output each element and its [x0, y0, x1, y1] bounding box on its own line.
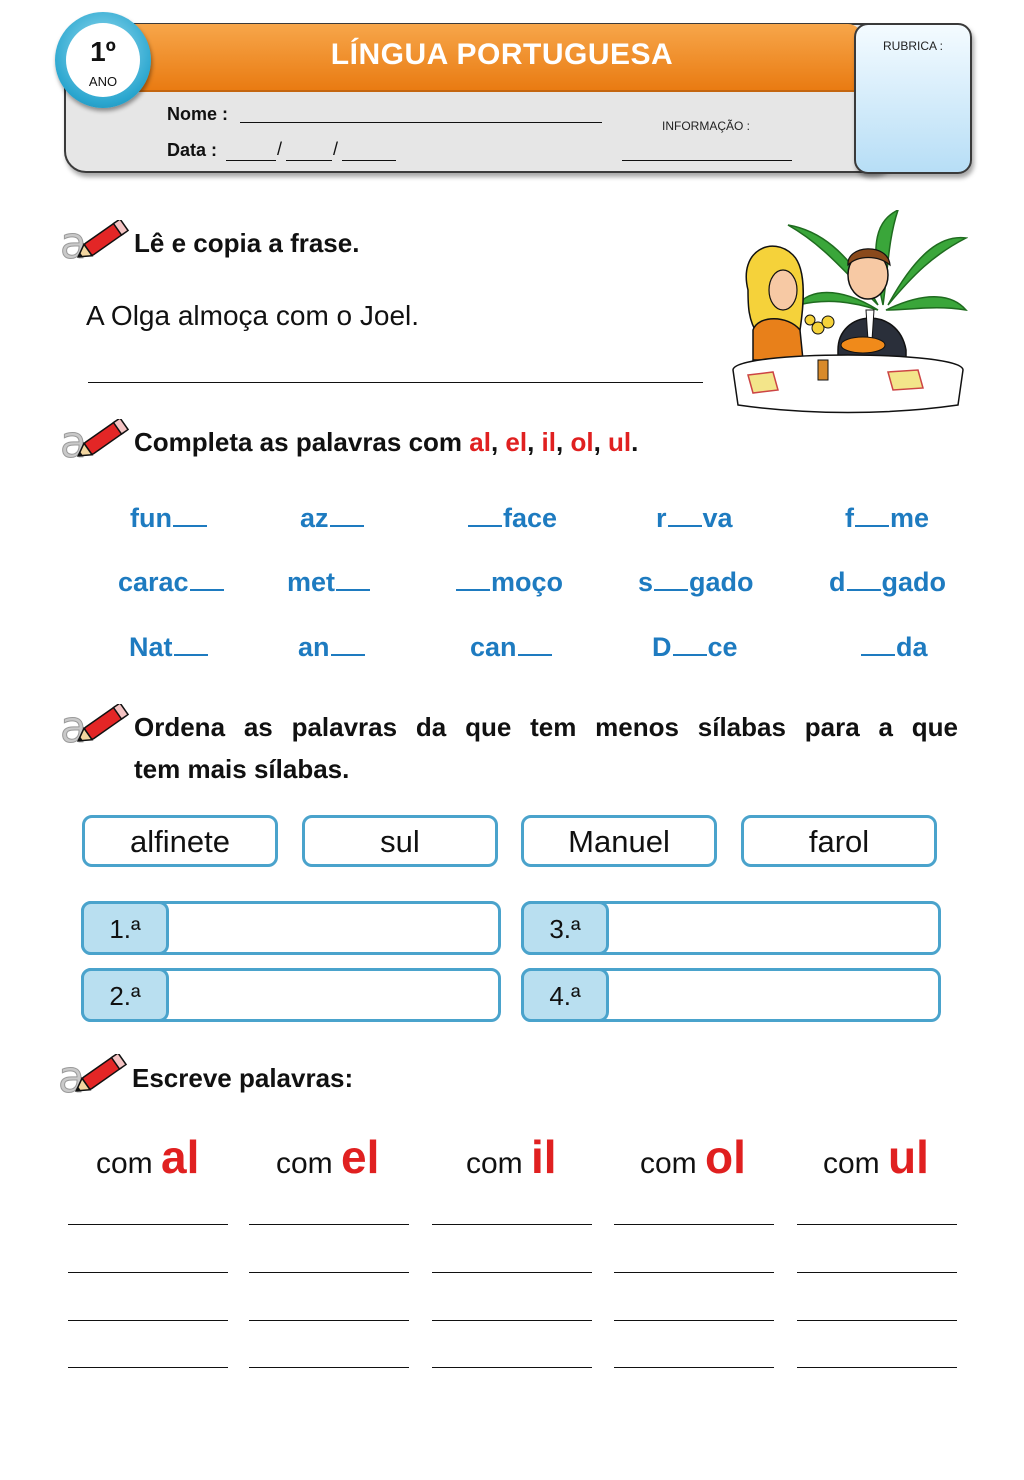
order-slot-2[interactable]: [81, 968, 501, 1022]
section3-title-line2: tem mais sílabas.: [134, 754, 350, 784]
grade-label: ANO: [88, 74, 118, 89]
write-line[interactable]: [249, 1367, 409, 1368]
section4-title: Escreve palavras:: [132, 1063, 354, 1093]
fill-word[interactable]: D ce: [652, 632, 738, 662]
write-line[interactable]: [68, 1224, 228, 1225]
fill-word[interactable]: an: [298, 632, 366, 663]
grade-number: 1º: [90, 36, 116, 67]
write-line[interactable]: [614, 1367, 774, 1368]
separator: ,: [556, 427, 571, 457]
word-card-sul: sul: [302, 815, 498, 867]
rubrica-label: RUBRICA :: [882, 39, 943, 53]
slot-label: 2.ª: [81, 968, 169, 1022]
date-month-field[interactable]: [286, 140, 332, 161]
section2-title-text: Completa as palavras com: [134, 427, 470, 457]
pencil-letter-icon: [60, 419, 132, 463]
name-field[interactable]: [240, 104, 602, 123]
word-card-manuel: Manuel: [521, 815, 717, 867]
fill-word[interactable]: f me: [845, 503, 930, 533]
syllable-ol: ol: [570, 427, 594, 457]
column-heading-ul: com ul: [823, 1131, 929, 1183]
fill-word[interactable]: can: [470, 632, 553, 663]
date-year-field[interactable]: [342, 140, 396, 161]
syllable-il: il: [541, 427, 556, 457]
fill-word[interactable]: met: [287, 567, 371, 598]
fill-word[interactable]: moço: [455, 567, 563, 598]
write-line[interactable]: [249, 1320, 409, 1321]
write-line[interactable]: [432, 1367, 592, 1368]
order-slot-1[interactable]: [81, 901, 501, 955]
fill-word[interactable]: Nat: [129, 632, 209, 663]
fill-word[interactable]: s gado: [638, 567, 754, 597]
fill-word[interactable]: r va: [656, 503, 733, 533]
separator: ,: [527, 427, 542, 457]
section2-title: [134, 427, 638, 458]
separator: ,: [490, 427, 506, 457]
date-separator: /: [333, 139, 339, 159]
write-line[interactable]: [68, 1272, 228, 1273]
write-line[interactable]: [614, 1224, 774, 1225]
slot-label: 4.ª: [521, 968, 609, 1022]
order-slot-3[interactable]: [521, 901, 941, 955]
column-heading-ol: com ol: [640, 1131, 746, 1183]
slot-label: 3.ª: [521, 901, 609, 955]
name-label: Nome :: [167, 104, 229, 124]
write-line[interactable]: [432, 1224, 592, 1225]
write-line[interactable]: [68, 1320, 228, 1321]
word-card-farol: farol: [741, 815, 937, 867]
pencil-letter-icon: [58, 1054, 130, 1098]
write-line[interactable]: [797, 1320, 957, 1321]
subject-title: LÍNGUA PORTUGUESA: [330, 38, 674, 71]
section1-title: Lê e copia a frase.: [134, 228, 360, 258]
fill-word[interactable]: da: [860, 632, 928, 663]
order-slot-4[interactable]: [521, 968, 941, 1022]
pencil-letter-icon: [60, 220, 132, 264]
fill-word[interactable]: az: [300, 503, 365, 534]
date-label: Data :: [167, 140, 218, 160]
copy-answer-line[interactable]: [88, 364, 703, 383]
fill-word[interactable]: fun: [130, 503, 208, 534]
slot-label: 1.ª: [81, 901, 169, 955]
date-separator: /: [277, 139, 283, 159]
column-heading-el: com el: [276, 1131, 380, 1183]
write-line[interactable]: [797, 1272, 957, 1273]
write-line[interactable]: [797, 1367, 957, 1368]
separator: ,: [593, 427, 609, 457]
fill-word[interactable]: d gado: [829, 567, 946, 597]
fill-word[interactable]: face: [467, 503, 557, 534]
pencil-letter-icon: [60, 704, 132, 748]
syllable-al: al: [469, 427, 491, 457]
title-period: .: [631, 427, 639, 457]
write-line[interactable]: [614, 1320, 774, 1321]
sentence-to-copy: A Olga almoça com o Joel.: [86, 300, 420, 331]
column-heading-il: com il: [466, 1131, 557, 1183]
write-line[interactable]: [797, 1224, 957, 1225]
write-line[interactable]: [614, 1272, 774, 1273]
info-label: INFORMAÇÃO :: [662, 119, 751, 133]
write-line[interactable]: [432, 1272, 592, 1273]
syllable-el: el: [505, 427, 528, 457]
column-heading-al: com al: [96, 1131, 200, 1183]
word-card-alfinete: alfinete: [82, 815, 278, 867]
date-day-field[interactable]: [226, 140, 276, 161]
fill-word[interactable]: carac: [118, 567, 225, 598]
write-line[interactable]: [249, 1272, 409, 1273]
write-line[interactable]: [68, 1367, 228, 1368]
syllable-ul: ul: [608, 427, 632, 457]
info-field[interactable]: [622, 140, 792, 161]
write-line[interactable]: [432, 1320, 592, 1321]
section3-title-line1: Ordena as palavras da que tem menos sílabas para a que: [134, 712, 958, 742]
write-line[interactable]: [249, 1224, 409, 1225]
couple-dining-illustration: [728, 210, 968, 415]
